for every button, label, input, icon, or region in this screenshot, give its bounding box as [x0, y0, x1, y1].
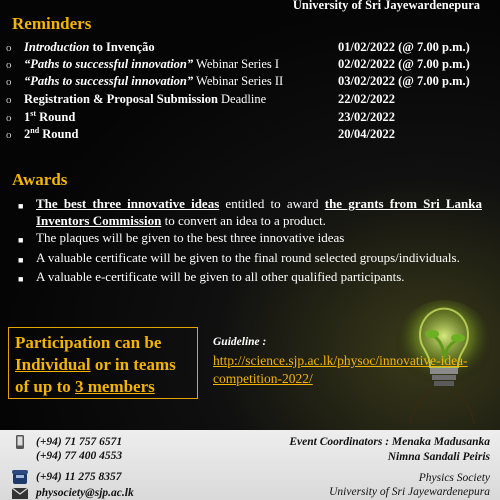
reminder-date: 23/02/2022: [338, 109, 395, 124]
phone-row: (+94) 71 757 6571: [12, 435, 122, 449]
reminders-list: [6, 40, 496, 143]
reminder-item: o “Paths to successful innovation” Webinar Series I 02/02/2022 (@ 7.00 p.m.): [6, 57, 496, 74]
telephone-icon: [12, 470, 28, 484]
reminder-date: 02/02/2022 (@ 7.00 p.m.): [338, 57, 470, 72]
circle-bullet-icon: o: [6, 76, 12, 89]
email-icon: [12, 486, 28, 500]
circle-bullet-icon: o: [6, 129, 12, 142]
mobile-phone-icon: [12, 435, 28, 449]
event-coordinators: Event Coordinators : Menaka Madusanka: [289, 436, 490, 448]
phone-row: (+94) 77 400 4553: [36, 450, 123, 462]
reminder-item: o “Paths to successful innovation” Webinar Series II 03/02/2022 (@ 7.00 p.m.): [6, 74, 496, 91]
circle-bullet-icon: o: [6, 42, 12, 54]
award-item: ■ The best three innovative ideas entitled to award the grants from Sri Lanka Inventors Commission to convert an idea to a product.: [18, 196, 482, 228]
society-name: Physics Society: [418, 472, 490, 484]
square-bullet-icon: ■: [18, 201, 24, 211]
award-item: ■ A valuable e-certificate will be given to all other qualified participants.: [18, 269, 482, 288]
square-bullet-icon: ■: [18, 274, 24, 284]
reminder-item: o 2nd Round 20/04/2022: [6, 126, 496, 143]
footer: [0, 430, 500, 500]
circle-bullet-icon: o: [6, 59, 12, 72]
coordinator-name: Nimna Sandali Peiris: [387, 451, 490, 463]
awards-list: [18, 196, 482, 289]
circle-bullet-icon: o: [6, 93, 12, 106]
guideline-label: Guideline :: [213, 336, 267, 348]
reminder-date: 22/02/2022: [338, 91, 395, 106]
square-bullet-icon: ■: [18, 235, 24, 245]
award-item: ■ The plaques will be given to the best three innovative ideas: [18, 230, 482, 249]
participation-box: Participation can be Individual or in teams of up to 3 members: [8, 327, 198, 399]
awards-title: Awards: [12, 170, 68, 189]
university-header: University of Sri Jayewardenepura: [292, 0, 480, 12]
award-item: ■ A valuable certificate will be given to the final round selected groups/individuals.: [18, 250, 482, 269]
reminder-date: 03/02/2022 (@ 7.00 p.m.): [338, 74, 470, 89]
university-footer: University of Sri Jayewardenepura: [329, 486, 490, 498]
guideline-link[interactable]: http://science.sjp.ac.lk/physoc/innovative-idea-competition-2022/: [213, 353, 468, 386]
reminder-item: o 1st Round 23/02/2022: [6, 109, 496, 126]
reminder-item: o Introduction to Invenção 01/02/2022 (@ 7.00 p.m.): [6, 40, 496, 57]
reminders-title: Reminders: [12, 14, 92, 33]
circle-bullet-icon: o: [6, 111, 12, 124]
reminder-item: o Registration & Proposal Submission Deadline 22/02/2022: [6, 92, 496, 109]
reminder-date: 01/02/2022 (@ 7.00 p.m.): [338, 40, 470, 54]
reminder-date: 20/04/2022: [338, 127, 395, 142]
email-row: physociety@sjp.ac.lk: [12, 486, 134, 500]
square-bullet-icon: ■: [18, 254, 24, 265]
landline-row: (+94) 11 275 8357: [12, 470, 121, 484]
